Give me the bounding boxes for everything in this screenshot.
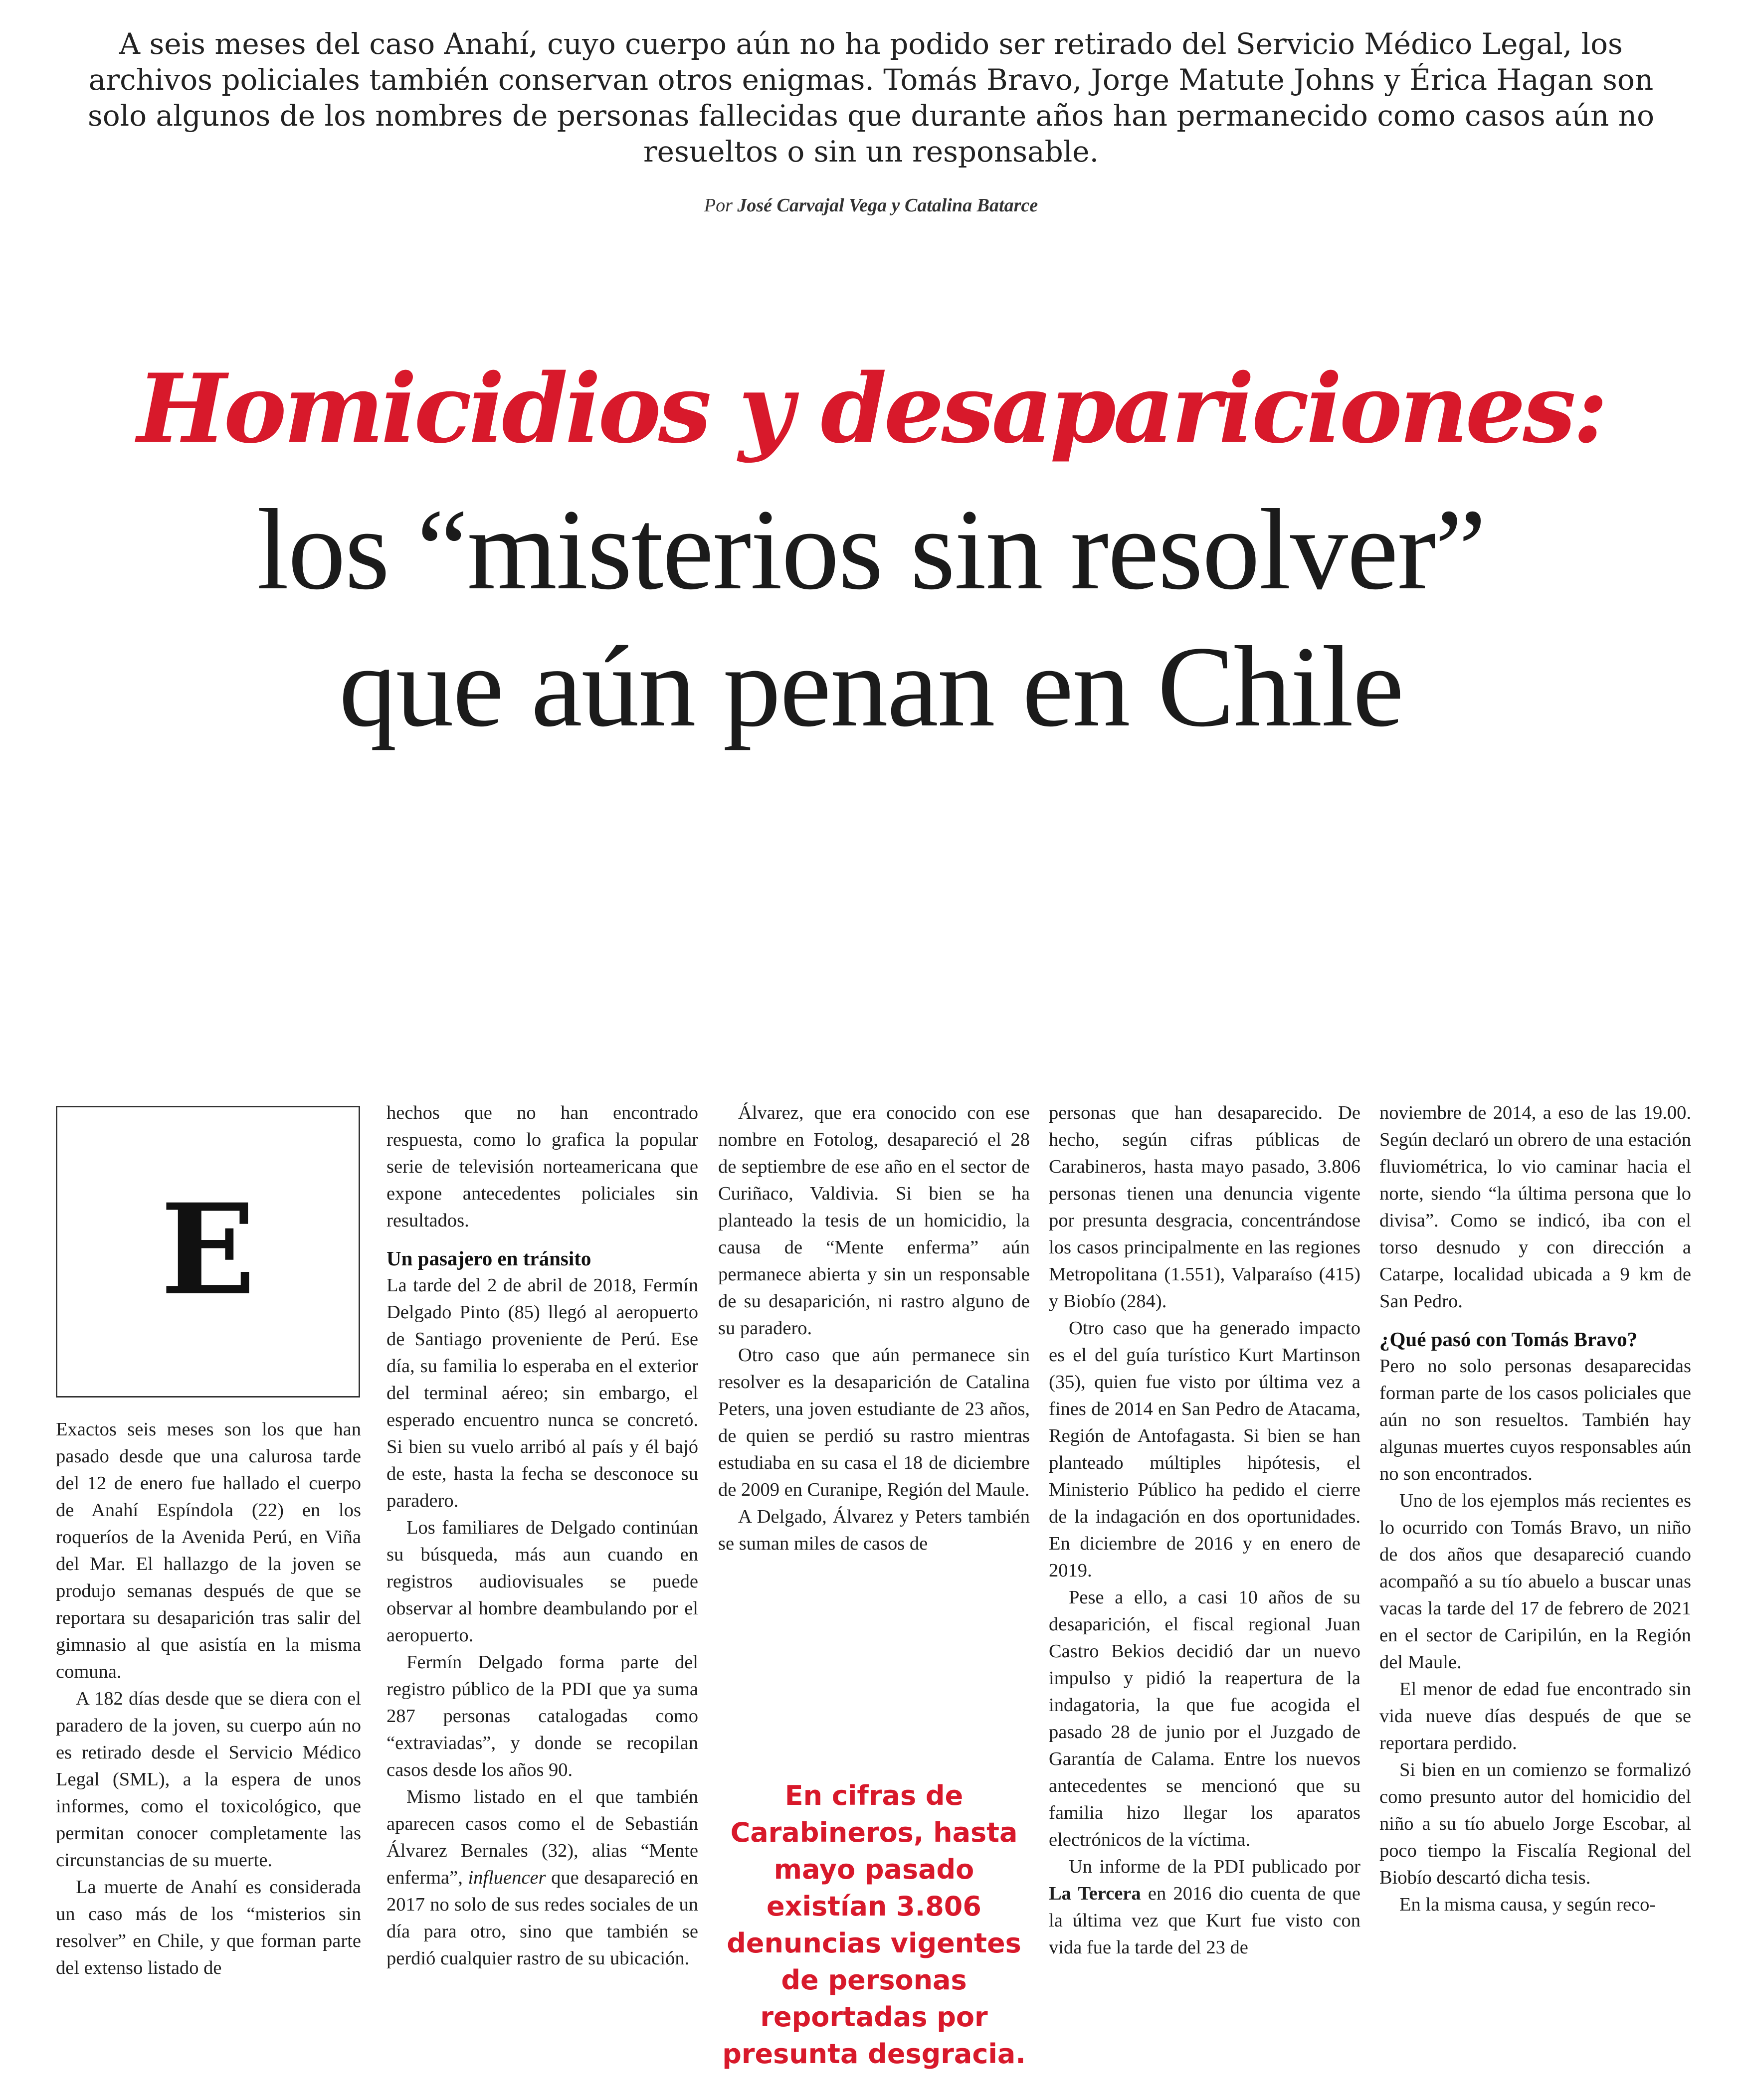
- column-5: [1379, 1099, 1691, 1918]
- paragraph: Pese a ello, a casi 10 años de su desaparición, el fiscal regional Juan Castro Bekios decidió dar un nuevo impulso y pidió la reapertura de la indagatoria, la que fue acogida el pasado 28 de junio por el Juzgado de Garantía de Calama. Entre los nuevos antecedentes se mencionó que su familia hizo llegar los aparatos electrónicos de la víctima.: [1049, 1587, 1360, 1850]
- paragraph: Otro caso que ha generado impacto es el del guía turístico Kurt Martinson (35), quien fue visto por última vez a fines de 2014 en San Pedro de Atacama, Región de Antofagasta. Si bien se han planteado múltiples hipótesis, el Ministerio Público ha pedido el cierre de la indagación en dos oportunidades. En diciembre de 2016 y en enero de 2019.: [1049, 1318, 1360, 1581]
- text-run: que desapareció en 2017 no solo de sus redes sociales de un día para otro, sino que también se perdió cualquier rastro de su ubicación.: [387, 1867, 699, 1969]
- paragraph: El menor de edad fue encontrado sin vida nueve días después de que se reportara perdido.: [1379, 1679, 1691, 1753]
- paragraph: Otro caso que aún permanece sin resolver es la desaparición de Catalina Peters, una joven estudiante de 23 años, de quien se perdió su rastro mientras estudiaba en su casa el 18 de diciembre de 2009 en Curanipe, Región del Maule.: [718, 1345, 1030, 1500]
- column-4: [1049, 1099, 1360, 1961]
- headline-line-2: que aún penan en Chile: [339, 623, 1403, 751]
- pull-quote: En cifras de Carabineros, hasta mayo pasado existían 3.806 denuncias vigentes de personas reportadas por presunta desgracia.: [722, 1780, 1026, 2070]
- byline: [0, 194, 1742, 216]
- byline-prefix: Por: [704, 195, 733, 216]
- paragraph: A Delgado, Álvarez y Peters también se suman miles de casos de: [718, 1506, 1030, 1554]
- paragraph: hechos que no han encontrado respuesta, como lo grafica la popular serie de televisión norteamericana que expone antecedentes policiales sin resultados.: [387, 1102, 698, 1231]
- dropcap-box: [56, 1106, 360, 1398]
- byline-authors: José Carvajal Vega y Catalina Batarce: [737, 195, 1038, 216]
- subheading-pasajero: Un pasajero en tránsito: [387, 1247, 591, 1270]
- dropcap-letter: E: [160, 1176, 256, 1323]
- headline-line-1: los “misterios sin resolver”: [256, 486, 1486, 614]
- paragraph: Si bien en un comienzo se formalizó como presunto autor del homicidio del niño a su tío abuelo Jorge Escobar, al poco tiempo la Fiscalía Regional del Biobío descartó dicha tesis.: [1379, 1759, 1691, 1888]
- paragraph: Fermín Delgado forma parte del registro público de la PDI que ya suma 287 personas catalogadas como “extraviadas”, y donde se recopilan casos desde los años 90.: [387, 1652, 698, 1780]
- paragraph: Álvarez, que era conocido con ese nombre en Fotolog, desapareció el 28 de septiembre de ese año en el sector de Curiñaco, Valdivia. Si bien se ha planteado la tesis de un homicidio, la causa de “Mente enferma” aún permanece abierta y sin un responsable de su desaparición, ni rastro alguno de su paradero.: [718, 1102, 1030, 1339]
- paragraph: [1049, 1853, 1360, 1961]
- column-1: [56, 1416, 361, 1981]
- text-run: Mismo listado en el que también aparecen casos como el de Sebastián Álvarez Bernales (32), alias “Mente enferma”,: [387, 1786, 698, 1888]
- paragraph: En la misma causa, y según reco-: [1399, 1894, 1656, 1915]
- headline: [0, 481, 1742, 755]
- paragraph: personas que han desaparecido. De hecho, según cifras públicas de Carabineros, hasta mayo pasado, 3.806 personas tienen una denuncia vigente por presunta desgracia, concentrándose los casos principalmente en las regiones Metropolitana (1.551), Valparaíso (415) y Biobío (284).: [1049, 1102, 1360, 1312]
- paragraph: [387, 1783, 698, 1972]
- paragraph: Pero no solo personas desaparecidas forman parte de los casos policiales que aún no son resueltos. También hay algunas muertes cuyos responsables aún no son encontrados.: [1379, 1356, 1691, 1484]
- paragraph: Exactos seis meses son los que han pasado desde que una calurosa tarde del 12 de enero fue hallado el cuerpo de Anahí Espíndola (22) en los roqueríos de la Avenida Perú, en Viña del Mar. El hallazgo de la joven se produjo semanas después de que se reportara su desaparición tras salir del gimnasio al que asistía en la misma comuna.: [56, 1419, 361, 1682]
- lead-paragraph: A seis meses del caso Anahí, cuyo cuerpo aún no ha podido ser retirado del Servicio Médico Legal, los archivos policiales también conservan otros enigmas. Tomás Bravo, Jorge Matute Johns y Érica Hagan son solo algunos de los nombres de personas fallecidas que durante años han permanecido como casos aún no resueltos o sin un responsable.: [87, 27, 1655, 169]
- paragraph: La muerte de Anahí es considerada un caso más de los “misterios sin resolver” en Chile, y que forman parte del extenso listado de: [56, 1877, 361, 1978]
- paragraph: A 182 días desde que se diera con el paradero de la joven, su cuerpo aún no es retirado desde el Servicio Médico Legal (SML), a la espera de unos informes, como el toxicológico, que permitan conocer completamente las circunstancias de su muerte.: [56, 1688, 361, 1871]
- paragraph: La tarde del 2 de abril de 2018, Fermín Delgado Pinto (85) llegó al aeropuerto de Santiago proveniente de Perú. Ese día, su familia lo esperaba en el exterior del terminal aéreo; sin embargo, el esperado encuentro nunca se concretó. Si bien su vuelo arribó al país y él bajó de este, hasta la fecha se desconoce su paradero.: [387, 1275, 698, 1511]
- subheading-tomas-bravo: ¿Qué pasó con Tomás Bravo?: [1379, 1328, 1638, 1351]
- paragraph: Los familiares de Delgado continúan su búsqueda, más aun cuando en registros audiovisuales se puede observar al hombre deambulando por el aeropuerto.: [387, 1517, 698, 1646]
- italic-term: influencer: [468, 1867, 546, 1888]
- headline-kicker: Homicidios y desapariciones:: [137, 353, 1605, 464]
- text-run: en 2016 dio cuenta de que la última vez que Kurt fue visto con vida fue la tarde del 23 de: [1049, 1883, 1361, 1958]
- text-run: Un informe de la PDI publicado por: [1069, 1856, 1360, 1877]
- column-3: [718, 1099, 1030, 1557]
- publication-name: La Tercera: [1049, 1883, 1141, 1904]
- paragraph: Uno de los ejemplos más recientes es lo ocurrido con Tomás Bravo, un niño de dos años que desapareció cuando acompañó a su tío abuelo a buscar unas vacas la tarde del 17 de febrero de 2021 en el sector de Caripilún, en la Región del Maule.: [1379, 1490, 1691, 1673]
- column-2: [387, 1099, 698, 1972]
- paragraph: noviembre de 2014, a eso de las 19.00. Según declaró un obrero de una estación fluviométrica, lo vio caminar hacia el norte, siendo “la última persona que lo divisa”. Como se indicó, iba con el torso desnudo y con dirección a Catarpe, localidad ubicada a 9 km de San Pedro.: [1379, 1102, 1691, 1312]
